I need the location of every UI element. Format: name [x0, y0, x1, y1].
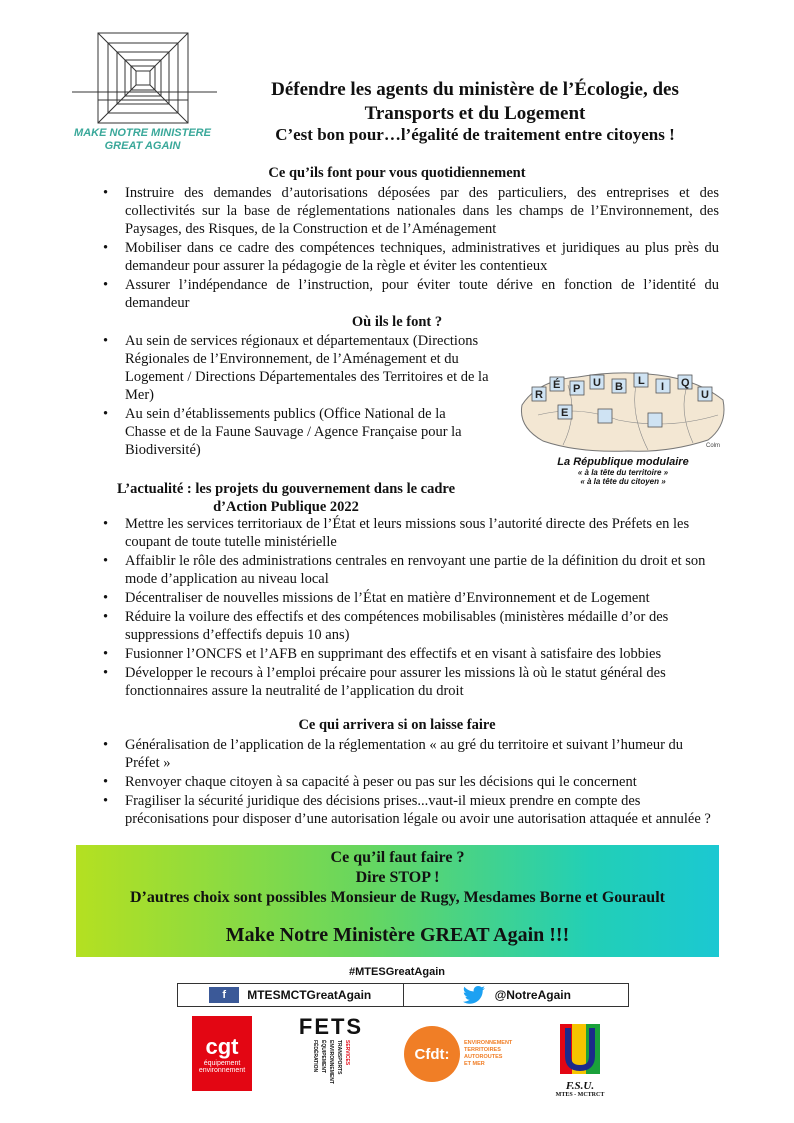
- section3-heading-line2: d’Action Publique 2022: [213, 499, 359, 515]
- list-item: • Généralisation de l’application de la réglementation « au gré du territoire et suivant l’humeur du Préfet »: [99, 736, 719, 772]
- cgt-sub2: environnement: [198, 1067, 246, 1074]
- illustration-caption-line2: « à la tête du territoire »: [577, 468, 669, 477]
- list-item: • Au sein d’établissements publics (Office National de la Chasse et de la Faune Sauvage / Agence Française pour la Biodiversité): [99, 405, 489, 459]
- illustration-letter: L: [638, 375, 645, 387]
- list-item: • Développer le recours à l’emploi précaire pour assurer les missions là où le statut général des fonctionnaires assure la neutralité de l’application du droit: [99, 664, 719, 700]
- fets-name: FETS: [298, 1014, 364, 1039]
- illustration-caption-title: La République modulaire: [557, 456, 689, 468]
- fsu-emblem-icon: [558, 1022, 602, 1076]
- cgt-name: cgt: [205, 1034, 239, 1059]
- ministry-logo: [72, 30, 217, 130]
- section3-heading: [76, 480, 496, 516]
- fsu-name: F.S.U.: [565, 1080, 595, 1092]
- banner-line2: Dire STOP !: [355, 869, 440, 886]
- list-item: • Mettre les services territoriaux de l’État et leurs missions sous l’autorité directe des Préfets en les coupant de toute tutelle ministérielle: [99, 515, 719, 551]
- illustration-letter: U: [593, 377, 601, 389]
- list-item: • Affaiblir le rôle des administrations centrales en renvoyant une partie de la définition du droit et son mode d’application au niveau local: [99, 552, 719, 588]
- illustration-caption: [518, 456, 728, 486]
- illustration-letter: P: [573, 383, 581, 395]
- cfdt-text: ET MER: [464, 1061, 485, 1067]
- list-item: • Réduire la voilure des effectifs et des compétences mobilisables (ministères médaille d’or des suppressions d’effectifs depuis 10 ans): [99, 608, 719, 644]
- social-bar: [177, 983, 629, 1007]
- cfdt-logo: [404, 1024, 524, 1084]
- cfdt-text: ENVIRONNEMENT: [464, 1040, 513, 1046]
- fets-word: SERVICES: [344, 1040, 350, 1066]
- banner-line3: D’autres choix sont possibles Monsieur de Rugy, Mesdames Borne et Gourault: [130, 889, 665, 906]
- list-item: • Renvoyer chaque citoyen à sa capacité à peser ou pas sur les décisions qui le concernent: [99, 773, 719, 791]
- fets-logo: [292, 1016, 370, 1094]
- illustration-letter: É: [553, 379, 561, 391]
- concentric-squares-icon: [72, 30, 217, 130]
- hashtag: #MTESGreatAgain: [349, 966, 445, 978]
- fsu-logo: [548, 1022, 612, 1102]
- section2-list: [99, 332, 489, 460]
- list-item: • Fragiliser la sécurité juridique des décisions prises...vaut-il mieux prendre en compte des préconisations pour disposer d’une autorisation légale ou avoir une autorisation attaquée et annulée ?: [99, 792, 719, 828]
- logo-caption-line1: MAKE NOTRE MINISTERE: [74, 127, 211, 139]
- banner-line1: Ce qu’il faut faire ?: [330, 849, 465, 866]
- cfdt-text: AUTOROUTES: [464, 1054, 503, 1060]
- section2-heading: Où ils le font ?: [351, 314, 443, 330]
- logo-caption-line2: GREAT AGAIN: [104, 140, 181, 152]
- twitter-handle: @NotreAgain: [494, 988, 571, 1002]
- list-item: • Au sein de services régionaux et départementaux (Directions Régionales de l’Environnement, de l’Aménagement et du Logement / Directions Départementales des Territoires et de la Mer): [99, 332, 489, 404]
- fets-word: FÉDÉRATION: [312, 1040, 318, 1073]
- section3-heading-line1: L’actualité : les projets du gouvernement dans le cadre: [116, 481, 456, 497]
- facebook-icon: f: [209, 987, 239, 1003]
- title-line2: Transports et du Logement: [364, 103, 586, 124]
- cfdt-circle: [404, 1026, 460, 1082]
- fsu-sub: MTES - MCTRCT: [555, 1092, 605, 1098]
- section4-heading: Ce qui arrivera si on laisse faire: [298, 717, 496, 733]
- illustration-letter: Q: [681, 377, 690, 389]
- cgt-logo: [192, 1016, 252, 1091]
- banner-slogan: Make Notre Ministère GREAT Again !!!: [225, 924, 570, 946]
- list-item: • Instruire des demandes d’autorisations déposées par des particuliers, des entreprises et des collectivités sur la base de réglementations nationales dans les champs de l’Environnement, des Paysages, des Risques, de la Construction et de l’Aménagement: [99, 184, 719, 238]
- illustration-letter: B: [615, 381, 623, 393]
- section1-heading: Ce qu’ils font pour vous quotidiennement: [268, 165, 526, 181]
- title-line1: Défendre les agents du ministère de l’Écologie, des: [271, 79, 679, 100]
- illustration-letter: I: [661, 381, 665, 393]
- facebook-link[interactable]: [178, 984, 404, 1006]
- illustration-caption-line3: « à la tête du citoyen »: [580, 477, 666, 486]
- illustration-letter: R: [535, 389, 543, 401]
- illustration-letter: U: [701, 389, 709, 401]
- twitter-bird-icon: [461, 985, 487, 1005]
- illustration-signature: Colm: [706, 443, 721, 449]
- section4-list: [99, 736, 719, 829]
- list-item: • Assurer l’indépendance de l’instruction, pour éviter toute dérive en fonction de l’identité du demandeur: [99, 276, 719, 312]
- fets-word: ENVIRONNEMENT: [328, 1040, 334, 1084]
- list-item: • Décentraliser de nouvelles missions de l’État en matière d’Environnement et de Logement: [99, 589, 719, 607]
- logo-caption: [60, 127, 225, 153]
- fets-word: TRANSPORTS: [336, 1040, 342, 1075]
- call-to-action-banner: [76, 845, 719, 957]
- illustration-letter: E: [561, 407, 569, 419]
- republic-illustration: [518, 365, 730, 455]
- cgt-sub1: équipement: [203, 1060, 241, 1067]
- twitter-link[interactable]: [404, 984, 629, 1006]
- section1-list: [99, 184, 719, 313]
- section3-list: [99, 515, 719, 701]
- page-title: [240, 78, 710, 126]
- cfdt-name: Cfdt:: [414, 1045, 450, 1063]
- facebook-handle: MTESMCTGreatAgain: [247, 988, 372, 1002]
- page-subtitle: C’est bon pour…l’égalité de traitement entre citoyens !: [275, 125, 675, 144]
- cfdt-text: TERRITOIRES: [464, 1047, 501, 1053]
- republique-puzzle-icon: [518, 365, 730, 455]
- list-item: • Mobiliser dans ce cadre des compétences techniques, administratives et juridiques au plus près du demandeur pour assurer la pédagogie de la règle et éviter les contentieux: [99, 239, 719, 275]
- list-item: • Fusionner l’ONCFS et l’AFB en supprimant des effectifs et en visant à satisfaire des lobbies: [99, 645, 719, 663]
- fets-word: ÉQUIPEMENT: [320, 1040, 326, 1074]
